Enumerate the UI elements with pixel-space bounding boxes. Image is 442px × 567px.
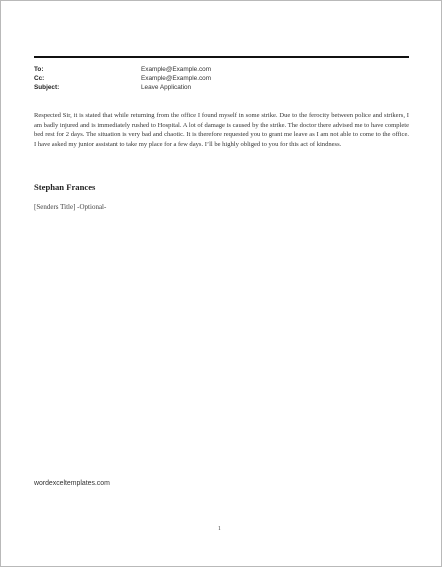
subject-label: Subject: xyxy=(34,84,60,91)
cc-label: Cc: xyxy=(34,75,45,82)
footer-website: wordexceltemplates.com xyxy=(34,480,110,487)
cc-value: Example@Example.com xyxy=(141,75,212,82)
signer-title: [Senders Title] -Optional- xyxy=(34,203,107,211)
to-label: To: xyxy=(34,66,44,73)
letter-body: Respected Sir, it is stated that while returning from the office I found myself in some strike. Due to the ferocity between police and strikers, I am badly injured and is immediately rushed to Hospital. A lot of damage is caused by the strike. The doctor there advised me to have complete bed rest for 2 days. The situation is very bad and chaotic. It is therefore requested you to grant me leave as I am not able to come to the office. I have asked my junior assistant to take my place for a few days. I’ll be highly obliged to you for this act of kindness. xyxy=(34,112,409,148)
page-number: 1 xyxy=(218,526,221,532)
signer-name: Stephan Frances xyxy=(34,182,96,192)
to-row xyxy=(34,65,409,74)
cc-row xyxy=(34,74,409,83)
subject-value: Leave Application xyxy=(141,84,192,91)
to-value: Example@Example.com xyxy=(141,66,212,73)
header-rule xyxy=(34,56,409,58)
subject-row xyxy=(34,83,409,92)
email-header xyxy=(34,65,409,92)
